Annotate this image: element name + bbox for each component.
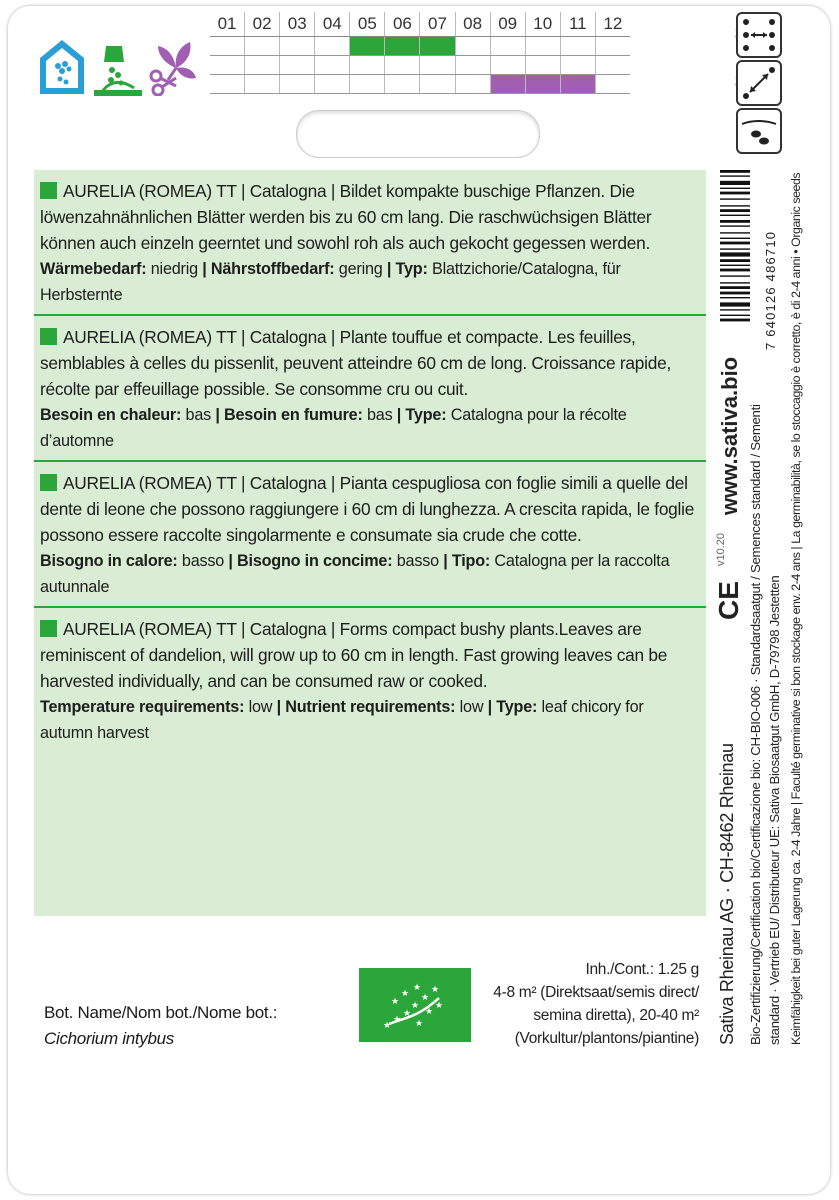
calendar-cell (314, 56, 349, 74)
contents-weight: Inh./Cont.: 1.25 g (585, 961, 699, 978)
barcode-bar (720, 259, 750, 262)
month-label: 05 (349, 12, 384, 36)
barcode-bar (720, 252, 750, 256)
barcode-bar (720, 282, 750, 283)
property-label: | Nährstoffbedarf: (202, 260, 335, 278)
property-value: basso (392, 552, 444, 570)
property-label: Wärmebedarf: (40, 260, 147, 278)
harvest-icon (146, 38, 198, 96)
calendar-cell (525, 75, 560, 93)
month-label: 04 (314, 12, 349, 36)
botanical-name (44, 1000, 277, 1052)
harvest-row (210, 75, 630, 94)
calendar-cell (560, 37, 595, 55)
calendar-cell (455, 56, 490, 74)
calendar-cell (279, 75, 314, 93)
property-value: low (244, 698, 277, 716)
property-label: | Typ: (386, 260, 428, 278)
description-text: AURELIA (ROMEA) TT | Catalogna | Plante touffue et compacte. Les feuilles, semblables à celles du pissenlit, peuvent atteindre 60 cm de long. Croissance rapide, récolte par effeuillage possible. Se consomme cru ou cuit. (40, 327, 672, 399)
property-label: Temperature requirements: (40, 698, 245, 716)
calendar-cell (595, 56, 630, 74)
month-label: 10 (525, 12, 560, 36)
month-label: 01 (217, 14, 237, 33)
green-square-icon (40, 182, 57, 199)
barcode-bar (720, 315, 750, 316)
calendar-cell (210, 75, 244, 93)
svg-text:★: ★ (431, 985, 440, 995)
barcode-bar (720, 265, 750, 266)
calendar-cell (314, 37, 349, 55)
green-square-icon (40, 620, 57, 637)
calendar-cell (490, 56, 525, 74)
contents-area: semina diretta), 20-40 m² (533, 1007, 699, 1024)
barcode-bar (720, 275, 750, 276)
month-label: 11 (560, 12, 595, 36)
calendar-cell (560, 75, 595, 93)
calendar-cell (455, 75, 490, 93)
property-value: basso (177, 552, 229, 570)
growing-calendar (210, 12, 630, 94)
barcode-bar (720, 286, 750, 289)
barcode-bar (720, 192, 750, 195)
calendar-cell (210, 37, 244, 55)
barcode-bar (720, 248, 750, 249)
version-label: v10.20 (715, 532, 727, 566)
property-value: leaf chicory for autumn harvest (40, 698, 644, 742)
barcode-bar (720, 181, 750, 185)
green-square-icon (40, 328, 57, 345)
barcode-bar (720, 238, 750, 239)
svg-text:★: ★ (435, 1001, 444, 1011)
green-square-icon (40, 474, 57, 491)
certification-text: Bio-Zertifizierung/Certification bio/Certificazione bio: CH-BIO-006 · Standardsaatgut / Semences standard / Sementi (748, 404, 763, 1045)
month-label: 03 (279, 12, 314, 36)
barcode-digits: 7 640126 486710 (763, 230, 778, 350)
description-panel (34, 170, 706, 916)
barcode-bar (720, 302, 750, 306)
svg-text:★: ★ (413, 983, 422, 993)
calendar-cell (349, 56, 384, 74)
barcode-bar (720, 242, 750, 245)
barcode-bar (720, 225, 750, 226)
barcode-bar (720, 209, 750, 212)
svg-text:★: ★ (401, 989, 410, 999)
company-address: Sativa Rheinau AG · CH-8462 Rheinau (717, 743, 737, 1045)
calendar-cell (349, 75, 384, 93)
description-text: AURELIA (ROMEA) TT | Catalogna | Bildet kompakte buschige Pflanzen. Die löwenzahnähnlichen Blätter werden bis zu 60 cm lang. Die raschwüchsigen Blätter können auch einzeln geerntet und sowohl roh als auch gekocht gegessen werden. (40, 181, 652, 253)
calendar-cell (455, 37, 490, 55)
month-label: 12 (595, 12, 630, 36)
property-label: | Bisogno in concime: (228, 552, 393, 570)
svg-text:★: ★ (415, 1019, 424, 1029)
plant-spacing-icon (736, 60, 782, 106)
calendar-cell (384, 56, 419, 74)
property-value: Blattzichorie/Catalogna, für Herbsternte (40, 260, 621, 304)
calendar-cell (244, 75, 279, 93)
distributor-text: standard · Vertrieb EU/ Distributeur UE: Sativa Biosaatgut GmbH, D-79798 Jestetten (767, 575, 782, 1045)
calendar-cell (419, 56, 454, 74)
property-label: | Type: (396, 406, 447, 424)
barcode-bar (720, 292, 750, 295)
description-text: AURELIA (ROMEA) TT | Catalogna | Forms compact bushy plants.Leaves are reminiscent of dandelion, will grow up to 60 cm in length. Fast growing leaves can be harvested individually, and can be consumed raw or cooked. (40, 619, 668, 691)
property-value: niedrig (146, 260, 203, 278)
month-label: 02 (244, 12, 279, 36)
property-value: gering (334, 260, 387, 278)
barcode (720, 168, 750, 348)
property-label: Besoin en chaleur: (40, 406, 182, 424)
svg-text:★: ★ (391, 997, 400, 1007)
calendar-cell (244, 37, 279, 55)
barcode-bar (720, 297, 750, 298)
contents-area: 4-8 m² (Direktsaat/semis direct/ (493, 984, 699, 1001)
month-header (210, 12, 630, 37)
calendar-cell (384, 75, 419, 93)
barcode-bar (720, 220, 750, 223)
svg-text:★: ★ (425, 1007, 434, 1017)
calendar-cell (210, 56, 244, 74)
svg-text:★: ★ (383, 1021, 392, 1031)
barcode-bar (720, 170, 750, 173)
germination-text: Keimfähigkeit bei guter Lagerung ca. 2-4 Jahre | Faculté germinative si bon stockage env. 2-4 ans | La germinabilità, se lo stoccaggio è corretto, è di 2-4 anni • Organic seeds (789, 172, 803, 1045)
calendar-cell (595, 75, 630, 93)
calendar-cell (525, 56, 560, 74)
row-spacing-icon (736, 12, 782, 58)
property-value: bas (181, 406, 216, 424)
section-english (34, 608, 706, 752)
package-contents (493, 958, 699, 1050)
month-label: 06 (384, 12, 419, 36)
planting-icon (94, 42, 142, 96)
calendar-cell (525, 37, 560, 55)
calendar-cell (279, 37, 314, 55)
property-value: bas (362, 406, 397, 424)
month-label: 07 (419, 12, 454, 36)
barcode-bar (720, 205, 750, 206)
property-label: Bisogno in calore: (40, 552, 178, 570)
ce-mark: CE (713, 581, 744, 620)
barcode-bar (720, 175, 750, 176)
barcode-bar (720, 269, 750, 272)
property-label: | Tipo: (443, 552, 491, 570)
calendar-cell (244, 56, 279, 74)
botanical-label: Bot. Name/Nom bot./Nome bot.: (44, 1003, 278, 1022)
section-french (34, 316, 706, 462)
month-label: 08 (455, 12, 490, 36)
svg-text:★: ★ (403, 1009, 412, 1019)
calendar-cell (560, 56, 595, 74)
svg-text:★: ★ (393, 1015, 402, 1025)
barcode-bar (720, 188, 750, 189)
calendar-cell (384, 37, 419, 55)
calendar-cell (490, 37, 525, 55)
sowing-row (210, 37, 630, 56)
contents-area: (Vorkultur/plantons/piantine) (514, 1030, 699, 1047)
eu-organic-leaf-logo (359, 968, 471, 1042)
svg-text:★: ★ (421, 993, 430, 1003)
barcode-bar (720, 198, 750, 199)
calendar-cell (419, 37, 454, 55)
calendar-cell (314, 75, 349, 93)
calendar-cell (490, 75, 525, 93)
calendar-cell (419, 75, 454, 93)
month-label: 09 (490, 12, 525, 36)
barcode-bar (720, 309, 750, 310)
hanger-slot (296, 110, 540, 158)
sowing-icon (38, 38, 86, 96)
property-value: low (455, 698, 488, 716)
section-german (34, 170, 706, 316)
svg-text:★: ★ (411, 1001, 420, 1011)
property-label: | Besoin en fumure: (215, 406, 363, 424)
planting-row (210, 56, 630, 75)
botanical-latin: Cichorium intybus (44, 1029, 175, 1048)
calendar-cell (349, 37, 384, 55)
website: www.sativa.bio (717, 356, 742, 515)
property-value: Catalogna per la raccolta autunnale (40, 552, 670, 596)
barcode-bar (720, 232, 750, 233)
description-text: AURELIA (ROMEA) TT | Catalogna | Pianta cespugliosa con foglie simili a quelle del dente di leone che possono raggiungere i 60 cm di lunghezza. A crescita rapida, le foglie possono essere raccolte singolarmente e consumate sia crude che cotte. (40, 473, 695, 545)
calendar-cell (279, 56, 314, 74)
property-label: | Type: (487, 698, 538, 716)
property-label: | Nutrient requirements: (276, 698, 456, 716)
sowing-depth-icon (736, 108, 782, 154)
barcode-bar (720, 215, 750, 216)
barcode-bar (720, 319, 750, 322)
section-italian (34, 462, 706, 608)
property-value: Catalogna pour la récolte d’automne (40, 406, 627, 450)
calendar-cell (595, 37, 630, 55)
